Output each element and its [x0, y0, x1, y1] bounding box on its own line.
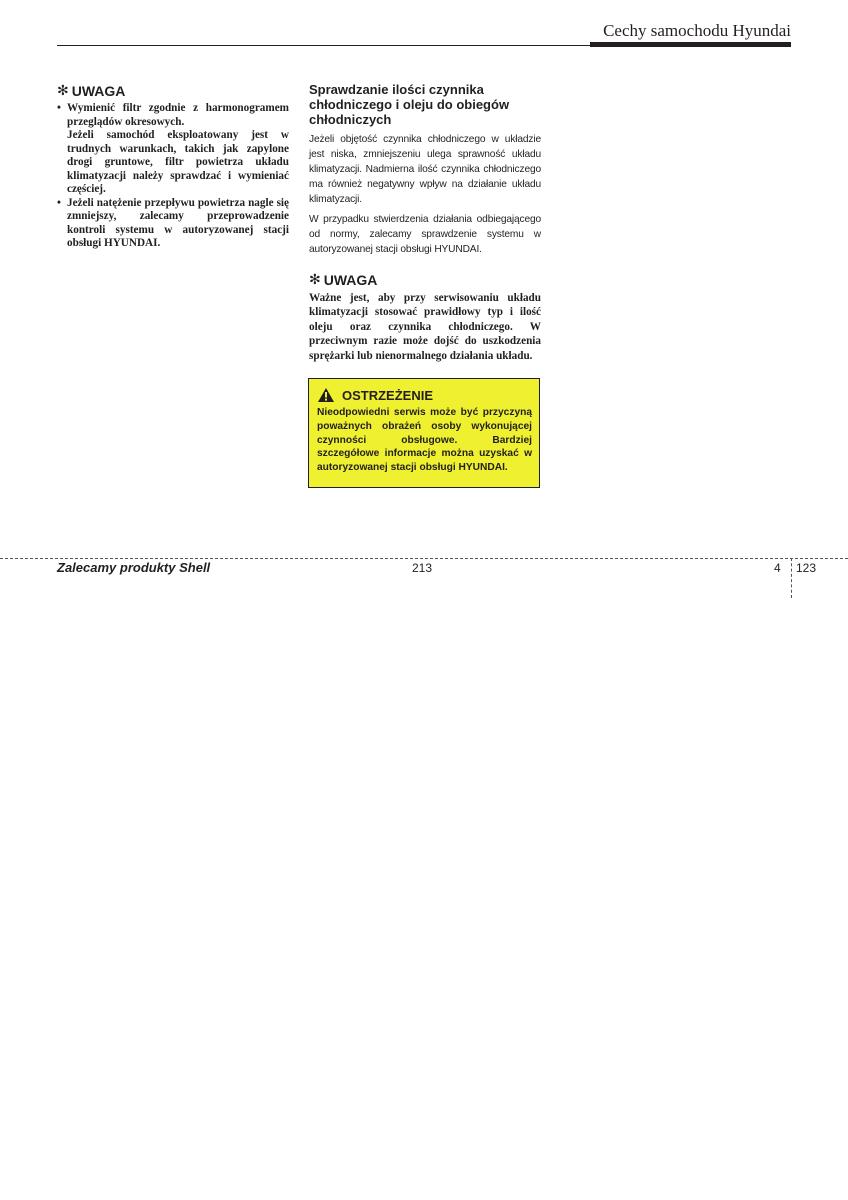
body-paragraph: Jeżeli objętość czynnika chłodniczego w układzie jest niska, zmniejszeniu ulega sprawność układu klimatyzacji. Nadmierna ilość czynnika chłodniczego ma również negatywny wpływ na działanie układu klimatyzacji. [309, 134, 541, 205]
footer-page-number: 123 [796, 561, 817, 575]
note-bullet-item [57, 102, 289, 197]
footer-divider [0, 558, 848, 559]
left-column [57, 82, 289, 251]
section-title: Sprawdzanie ilości czynnika chłodniczego i oleju do obiegów chłodniczych [309, 82, 510, 127]
asterisk-icon: ✻ [57, 82, 69, 98]
footer-chapter-number: 4 [774, 561, 781, 575]
note-heading [57, 82, 289, 99]
note-bullet-item [57, 197, 289, 251]
warning-heading [317, 387, 532, 403]
note-bullet-list [57, 102, 289, 251]
middle-column [309, 82, 541, 363]
warning-heading-label: OSTRZEŻENIE [342, 387, 434, 403]
note-heading-label: UWAGA [71, 82, 126, 99]
footer-vertical-divider [791, 558, 792, 598]
body-paragraph: W przypadku stwierdzenia działania odbiegającego od normy, zalecamy sprawdzenie systemu w autoryzowanej stacji obsługi HYUNDAI. [309, 214, 541, 255]
bullet-icon: • [57, 102, 61, 114]
header-accent-bar [590, 42, 791, 47]
footer-center-page-number: 213 [412, 561, 433, 575]
warning-box [308, 378, 540, 488]
note-block [309, 271, 541, 363]
warning-text: Nieodpowiedni serwis może być przyczyną poważnych obrażeń osoby wykonującej czynności obsługowe. Bardziej szczegółowe informacje można uzyskać w autoryzowanej stacji obsługi HYUNDAI. [317, 407, 532, 474]
bullet-text: Jeżeli natężenie przepływu powietrza nagle się zmniejszy, zalecamy przeprowadzenie kontroli systemu w autoryzowanej stacji obsługi HYUNDAI. [67, 196, 289, 249]
asterisk-icon: ✻ [309, 271, 321, 287]
warning-triangle-icon [317, 387, 335, 403]
page-header-title: Cechy samochodu Hyundai [603, 21, 791, 40]
note-text: Ważne jest, aby przy serwisowaniu układu klimatyzacji stosować prawidłowy typ i ilość oleju oraz czynnika chłodniczego. W przeciwnym razie może dojść do uszkodzenia sprężarki lub nienormalnego działania układu. [309, 292, 541, 362]
note-heading-label: UWAGA [323, 271, 378, 288]
bullet-text: Jeżeli samochód eksploatowany jest w trudnych warunkach, takich jak zapylone drogi gruntowe, filtr powietrza układu klimatyzacji należy sprawdzać i wymieniać częściej. [67, 129, 289, 195]
note-heading [309, 271, 541, 288]
bullet-text: Wymienić filtr zgodnie z harmonogramem przeglądów okresowych. [67, 102, 289, 128]
bullet-icon: • [57, 196, 61, 209]
footer-brand-text: Zalecamy produkty Shell [57, 560, 211, 575]
